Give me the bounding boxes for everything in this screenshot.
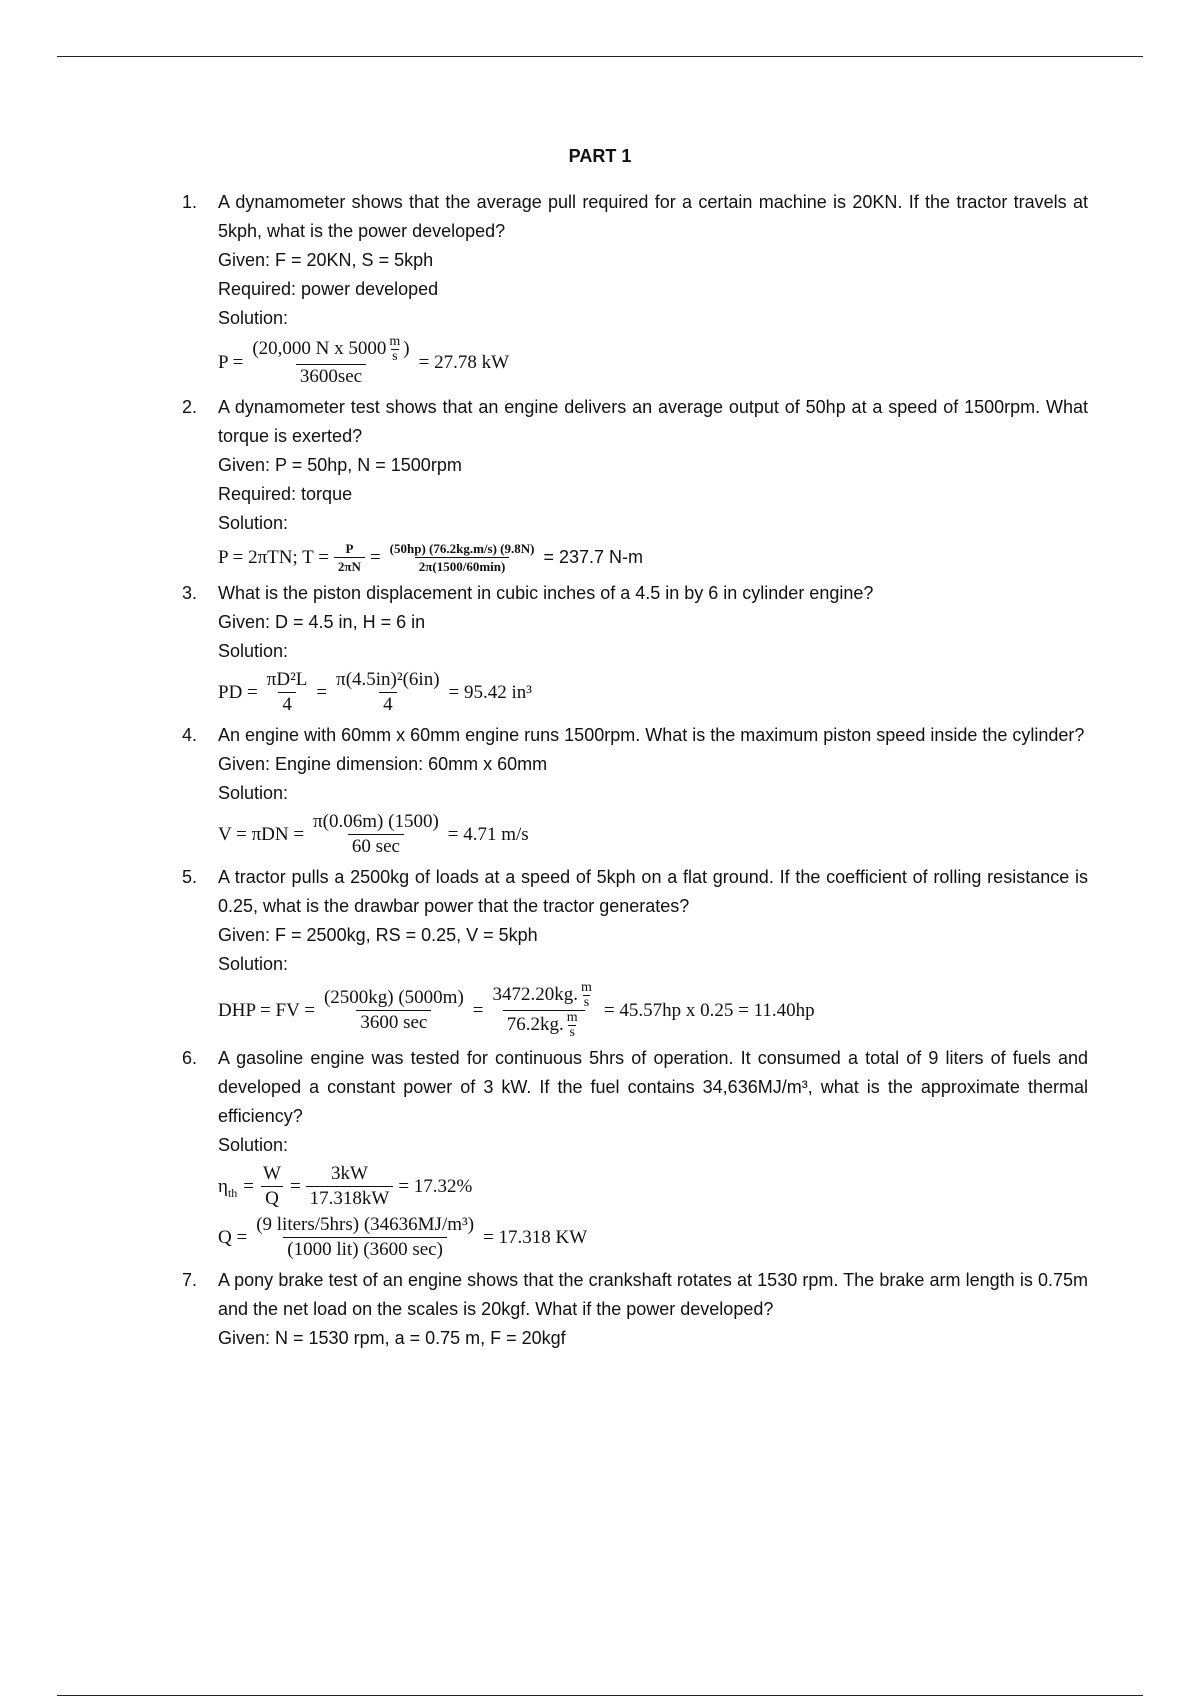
numerator-text: 3472.20kg. (492, 983, 578, 1005)
fraction-denominator: 2π(1500/60min) (415, 557, 510, 575)
fraction-numerator (489, 981, 599, 1010)
eq-lhs: P = 2πTN; T = (218, 547, 329, 568)
fraction-2 (489, 981, 599, 1040)
eta-symbol: η (218, 1176, 228, 1197)
problem-5 (182, 863, 1088, 1040)
eq-lhs: DHP = FV = (218, 1000, 315, 1021)
eq-sign: = (243, 1176, 254, 1197)
problem-list (182, 188, 1088, 1357)
fraction-1 (259, 1162, 285, 1211)
given-line: Given: F = 20KN, S = 5kph (218, 250, 434, 270)
fraction-2 (386, 540, 539, 575)
eq-result: = 45.57hp x 0.25 = 11.40hp (603, 1000, 815, 1021)
bottom-rule (57, 1695, 1143, 1696)
unit-fraction (388, 335, 401, 364)
eq-result: = 237.7 N-m (543, 547, 644, 567)
problem-question: A pony brake test of an engine shows that the crankshaft rotates at 1530 rpm. The brake arm length is 0.75m and the net load on the scales is 20kgf. What if the power developed? (218, 1270, 1088, 1319)
eq-mid: = (289, 1176, 301, 1197)
problem-number: 4. (182, 725, 198, 745)
fraction-denominator: (1000 lit) (3600 sec) (283, 1237, 447, 1262)
fraction-numerator: (50hp) (76.2kg.m/s) (9.8N) (389, 541, 535, 556)
problem-4 (182, 721, 1088, 859)
fraction-numerator: π(0.06m) (1500) (313, 811, 439, 832)
unit-num: m (389, 334, 401, 349)
solution-label: Solution: (218, 783, 289, 803)
solution-label: Solution: (218, 1135, 289, 1155)
denominator-text: 76.2kg. (506, 1013, 564, 1035)
problem-question: A dynamometer shows that the average pull required for a certain machine is 20KN. If the tractor travels at 5kph, what is the power developed? (218, 192, 1088, 241)
eq-result: = 17.32% (398, 1176, 473, 1197)
eq-result: = 17.318 KW (483, 1227, 588, 1248)
fraction-2 (332, 668, 443, 717)
problem-number: 6. (182, 1048, 198, 1068)
eq-lhs (218, 1172, 237, 1201)
equation-thermal-efficiency (218, 1162, 1088, 1211)
fraction-numerator: π(4.5in)²(6in) (336, 669, 440, 690)
eq-result: = 27.78 kW (418, 351, 510, 373)
fraction-denominator: Q (261, 1186, 283, 1211)
fraction-1 (309, 810, 443, 859)
fraction-denominator: 3600 sec (356, 1010, 431, 1035)
given-line: Given: Engine dimension: 60mm x 60mm (218, 754, 548, 774)
problem-7 (182, 1266, 1088, 1353)
problem-number: 7. (182, 1270, 198, 1290)
fraction-denominator: 2πN (334, 557, 365, 575)
eq-mid: = (316, 682, 328, 703)
fraction-1 (320, 986, 468, 1035)
required-line: Required: torque (218, 484, 353, 504)
eq-mid: = (472, 1000, 484, 1021)
problem-number: 1. (182, 192, 198, 212)
fraction-numerator (248, 335, 413, 364)
problem-2 (182, 393, 1088, 575)
fraction-denominator: 60 sec (348, 834, 404, 859)
problem-number: 3. (182, 583, 198, 603)
problem-number: 5. (182, 867, 198, 887)
equation-drawbar-power (218, 981, 1088, 1040)
problem-question: A tractor pulls a 2500kg of loads at a speed of 5kph on a flat ground. If the coefficient of rolling resistance is 0.25, what is the drawbar power that the tractor generates? (218, 867, 1088, 916)
required-line: Required: power developed (218, 279, 439, 299)
fraction-numerator: (2500kg) (5000m) (323, 987, 464, 1008)
equation-power (218, 335, 1088, 389)
equation-piston-displacement (218, 668, 1088, 717)
problem-3 (182, 579, 1088, 717)
equation-torque (218, 540, 1088, 575)
given-line: Given: F = 2500kg, RS = 0.25, V = 5kph (218, 925, 538, 945)
problem-6 (182, 1044, 1088, 1262)
unit-num: m (581, 980, 592, 995)
fraction-numerator: (9 liters/5hrs) (34636MJ/m³) (256, 1214, 475, 1235)
fraction-1 (334, 540, 365, 575)
unit-den: s (569, 1025, 575, 1040)
given-line: Given: N = 1530 rpm, a = 0.75 m, F = 20kgf (218, 1328, 566, 1348)
problem-question: A dynamometer test shows that an engine delivers an average output of 50hp at a speed of 1500rpm. What torque is exerted? (218, 397, 1088, 446)
solution-label: Solution: (218, 954, 289, 974)
eq-lhs: P = (218, 351, 244, 373)
solution-label: Solution: (218, 641, 289, 661)
fraction-numerator: πD²L (266, 669, 308, 690)
page-title: PART 1 (568, 146, 632, 166)
eq-lhs: Q = (218, 1227, 248, 1248)
given-line: Given: D = 4.5 in, H = 6 in (218, 612, 426, 632)
problem-question: What is the piston displacement in cubic inches of a 4.5 in by 6 in cylinder engine? (218, 583, 874, 603)
equation-piston-speed (218, 810, 1088, 859)
eq-result: = 95.42 in³ (448, 682, 532, 703)
fraction-1 (252, 1213, 478, 1262)
fraction-numerator: P (345, 541, 354, 556)
problem-question: A gasoline engine was tested for continuous 5hrs of operation. It consumed a total of 9 liters of fuels and developed a constant power of 3 kW. If the fuel contains 34,636MJ/m³, what is the approximate thermal efficiency? (218, 1048, 1088, 1126)
unit-fraction (580, 981, 593, 1010)
fraction-denominator: 17.318kW (306, 1186, 394, 1211)
top-rule (57, 56, 1143, 57)
fraction-denominator: 3600sec (296, 364, 366, 389)
eq-mid: = (369, 547, 381, 568)
unit-num: m (566, 1010, 578, 1025)
eq-result: = 4.71 m/s (447, 824, 529, 845)
eq-lhs: V = πDN = (218, 824, 305, 845)
fraction-denominator (503, 1010, 585, 1040)
numerator-text: (20,000 N x 5000 (252, 337, 387, 359)
fraction-2 (306, 1162, 394, 1211)
eta-subscript: th (227, 1185, 238, 1200)
solution-label: Solution: (218, 513, 289, 533)
unit-den: s (392, 349, 398, 364)
fraction-numerator: W (263, 1163, 281, 1184)
eq-lhs: PD = (218, 682, 258, 703)
problem-number: 2. (182, 397, 198, 417)
equation-heat-input (218, 1213, 1088, 1262)
fraction (248, 335, 413, 389)
problem-question: An engine with 60mm x 60mm engine runs 1500rpm. What is the maximum piston speed inside the cylinder? (218, 725, 1085, 745)
fraction-1 (263, 668, 312, 717)
solution-label: Solution: (218, 308, 289, 328)
fraction-denominator: 4 (379, 692, 397, 717)
fraction-numerator: 3kW (331, 1163, 368, 1184)
fraction-denominator: 4 (278, 692, 296, 717)
unit-den: s (583, 995, 590, 1010)
given-line: Given: P = 50hp, N = 1500rpm (218, 455, 462, 475)
numerator-close: ) (403, 337, 410, 359)
problem-1 (182, 188, 1088, 389)
unit-fraction (566, 1011, 579, 1040)
